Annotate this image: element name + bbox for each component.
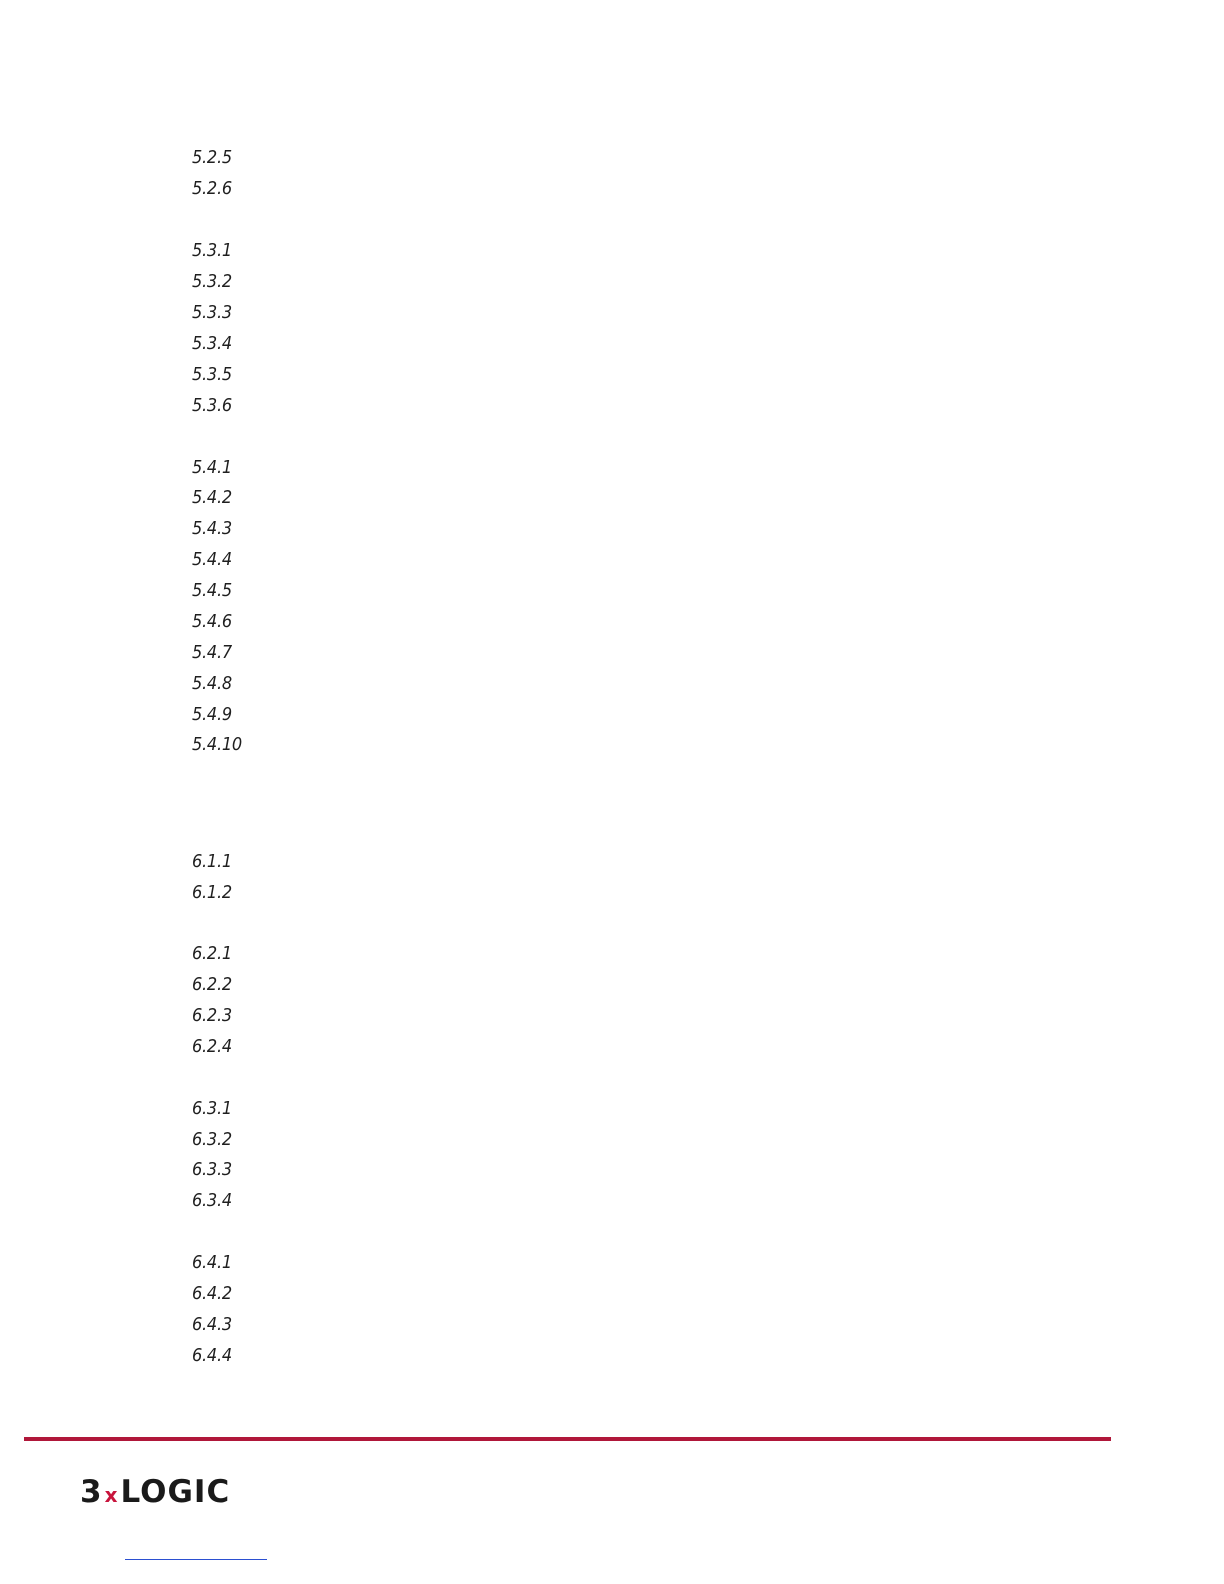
toc-entry[interactable]: 6.4.2 xyxy=(192,1283,232,1304)
toc-entry[interactable]: 6.3.4 xyxy=(192,1190,232,1211)
logo-x: x xyxy=(104,1483,119,1507)
toc-entry[interactable]: 5.3.6 xyxy=(192,395,232,416)
toc-entry[interactable]: 6.2.2 xyxy=(192,974,232,995)
toc-entry[interactable]: 5.4.2 xyxy=(192,487,232,508)
footer-link-underline[interactable] xyxy=(125,1559,267,1560)
toc-entry[interactable]: 6.2.3 xyxy=(192,1005,232,1026)
toc-entry[interactable]: 5.3.5 xyxy=(192,364,232,385)
toc-entry[interactable]: 6.3.2 xyxy=(192,1129,232,1150)
company-logo xyxy=(80,1474,230,1514)
toc-entry[interactable]: 6.3.1 xyxy=(192,1098,232,1119)
toc-entry[interactable]: 5.4.4 xyxy=(192,549,232,570)
toc-entry[interactable]: 5.3.2 xyxy=(192,271,232,292)
toc-entry[interactable]: 6.1.2 xyxy=(192,882,232,903)
toc-entry[interactable]: 6.1.1 xyxy=(192,851,232,872)
toc-entry[interactable]: 5.4.9 xyxy=(192,704,232,725)
logo-digit: 3 xyxy=(80,1474,103,1510)
toc-entry[interactable]: 5.4.10 xyxy=(192,734,242,755)
toc-entry[interactable]: 6.3.3 xyxy=(192,1159,232,1180)
toc-entry[interactable]: 5.2.5 xyxy=(192,147,232,168)
toc-entry[interactable]: 6.4.1 xyxy=(192,1252,232,1273)
toc-entry[interactable]: 5.4.1 xyxy=(192,457,232,478)
toc-entry[interactable]: 5.3.1 xyxy=(192,240,232,261)
toc-entry[interactable]: 5.4.8 xyxy=(192,673,232,694)
toc-entry[interactable]: 6.2.4 xyxy=(192,1036,232,1057)
toc-entry[interactable]: 6.2.1 xyxy=(192,943,232,964)
toc-entry[interactable]: 5.3.4 xyxy=(192,333,232,354)
toc-entry[interactable]: 6.4.3 xyxy=(192,1314,232,1335)
toc-entry[interactable]: 5.4.3 xyxy=(192,518,232,539)
toc-entry[interactable]: 6.4.4 xyxy=(192,1345,232,1366)
toc-entry[interactable]: 5.4.7 xyxy=(192,642,232,663)
footer-divider xyxy=(24,1437,1111,1441)
toc-entry[interactable]: 5.4.6 xyxy=(192,611,232,632)
toc-entry[interactable]: 5.3.3 xyxy=(192,302,232,323)
toc-entry[interactable]: 5.2.6 xyxy=(192,178,232,199)
toc-entry[interactable]: 5.4.5 xyxy=(192,580,232,601)
logo-word: LOGIC xyxy=(120,1474,231,1510)
